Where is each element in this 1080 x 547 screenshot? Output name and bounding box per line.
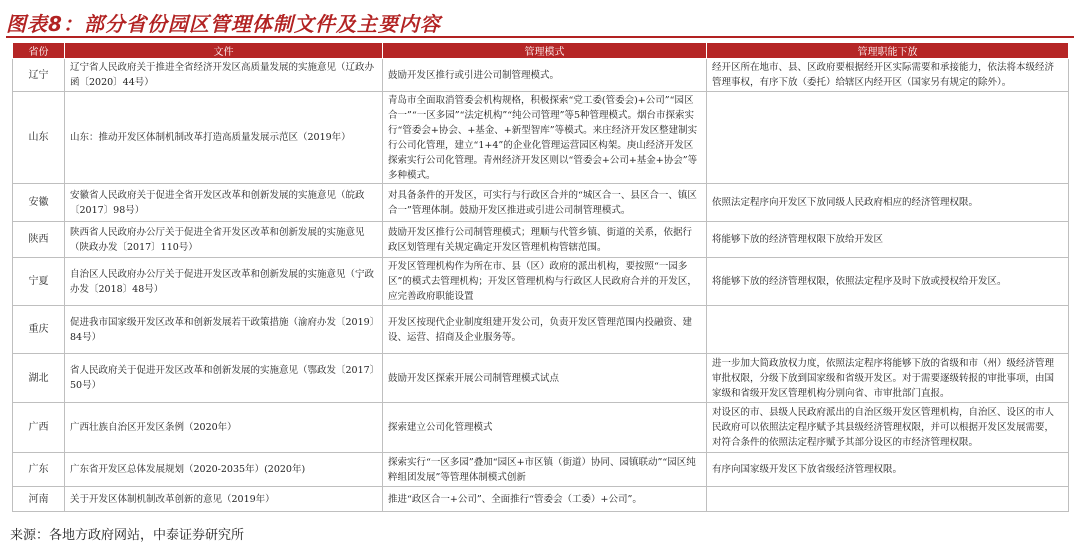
cell-document: 促进我市国家级开发区改革和创新发展若干政策措施（渝府办发〔2019〕84号） <box>65 306 383 354</box>
cell-document: 自治区人民政府办公厅关于促进开发区改革和创新发展的实施意见（宁政办发〔2018〕48号） <box>65 258 383 306</box>
table-row <box>13 306 1069 354</box>
cell-document: 辽宁省人民政府关于推进全省经济开发区高质量发展的实施意见（辽政办函〔2020〕44号） <box>65 59 383 92</box>
cell-mode: 探索实行“一区多园”叠加“园区+市区镇（街道）协同、园镇联动”“园区纯粹组团发展”等管理体制模式创新 <box>383 453 707 487</box>
table-row <box>13 487 1069 512</box>
header-power: 管理职能下放 <box>707 43 1069 59</box>
cell-power: 将能够下放的经济管理权限，依照法定程序及时下放或授权给开发区。 <box>707 258 1069 306</box>
cell-mode: 开发区管理机构作为所在市、县（区）政府的派出机构，要按照“一园多区”的模式去管理机构；开发区管理机构与行政区人民政府合并的开发区，应完善政府职能设置 <box>383 258 707 306</box>
header-document: 文件 <box>65 43 383 59</box>
cell-power: 进一步加大简政放权力度，依照法定程序将能够下放的省级和市（州）级经济管理审批权限，分级下放到国家级和省级开发区。对于需要逐级转报的审批事项，由国家级和省级开发区管理机构分别向省、市审批部门直报。 <box>707 354 1069 403</box>
table-row <box>13 403 1069 453</box>
cell-power: 对设区的市、县级人民政府派出的自治区级开发区管理机构，自治区、设区的市人民政府可以依照法定程序赋予其县级经济管理权限，并可以根据开发区发展需要，对符合条件的依照法定程序赋予其部分设区的市经济管理权限。 <box>707 403 1069 453</box>
header-mode: 管理模式 <box>383 43 707 59</box>
cell-province: 河南 <box>13 487 65 512</box>
cell-province: 广西 <box>13 403 65 453</box>
cell-mode: 鼓励开发区推行公司制管理模式；理顺与代管乡镇、街道的关系，依据行政区划管理有关规定确定开发区管理机构管辖范围。 <box>383 222 707 258</box>
cell-province: 陕西 <box>13 222 65 258</box>
table-row <box>13 354 1069 403</box>
policy-table <box>12 42 1069 512</box>
cell-province: 安徽 <box>13 184 65 222</box>
cell-mode: 推进“政区合一+公司”、全面推行“管委会（工委）+公司”。 <box>383 487 707 512</box>
cell-document: 陕西省人民政府办公厅关于促进全省开发区改革和创新发展的实施意见（陕政办发〔2017〕110号） <box>65 222 383 258</box>
cell-document: 广东省开发区总体发展规划（2020-2035年）(2020年) <box>65 453 383 487</box>
cell-province: 重庆 <box>13 306 65 354</box>
table-row <box>13 92 1069 184</box>
table-row <box>13 258 1069 306</box>
cell-power <box>707 92 1069 184</box>
cell-mode: 开发区按现代企业制度组建开发公司，负责开发区管理范围内投融资、建设、运营、招商及企业服务等。 <box>383 306 707 354</box>
cell-province: 山东 <box>13 92 65 184</box>
cell-province: 湖北 <box>13 354 65 403</box>
title-bar <box>6 6 1074 38</box>
cell-document: 省人民政府关于促进开发区改革和创新发展的实施意见（鄂政发〔2017〕50号） <box>65 354 383 403</box>
cell-mode: 对具备条件的开发区，可实行与行政区合并的“城区合一、县区合一、镇区合一”管理体制。鼓励开发区推进或引进公司制管理模式。 <box>383 184 707 222</box>
cell-province: 辽宁 <box>13 59 65 92</box>
cell-power: 依照法定程序向开发区下放同级人民政府相应的经济管理权限。 <box>707 184 1069 222</box>
cell-power: 有序向国家级开发区下放省级经济管理权限。 <box>707 453 1069 487</box>
table-row <box>13 59 1069 92</box>
header-province: 省份 <box>13 43 65 59</box>
cell-power <box>707 487 1069 512</box>
source-note: 来源：各地方政府网站，中泰证券研究所 <box>10 528 245 543</box>
cell-document: 山东：推动开发区体制机制改革打造高质量发展示范区（2019年） <box>65 92 383 184</box>
table-row <box>13 184 1069 222</box>
cell-power: 将能够下放的经济管理权限下放给开发区 <box>707 222 1069 258</box>
table-row <box>13 453 1069 487</box>
page-title: 图表8：部分省份园区管理体制文件及主要内容 <box>6 12 441 36</box>
cell-province: 宁夏 <box>13 258 65 306</box>
cell-document: 关于开发区体制机制改革创新的意见（2019年） <box>65 487 383 512</box>
cell-mode: 青岛市全面取消管委会机构规格，积极探索“党工委(管委会)+公司”“园区合一”“一区多园”“法定机构”“纯公司管理”等5种管理模式。烟台市探索实行“管委会+协会、+基金、+新型智库”等模式。来庄经济开发区整建制实行公司化管理，建立“1+4”的企业化管理运营园区构架。庚山经济开发区探索实行公司化管理。青州经济开发区则以“管委会+公司+基金+协会”等多种模式。 <box>383 92 707 184</box>
cell-mode: 鼓励开发区推行或引进公司制管理模式。 <box>383 59 707 92</box>
cell-document: 广西壮族自治区开发区条例（2020年） <box>65 403 383 453</box>
cell-province: 广东 <box>13 453 65 487</box>
cell-power <box>707 306 1069 354</box>
cell-document: 安徽省人民政府关于促进全省开发区改革和创新发展的实施意见（皖政〔2017〕98号） <box>65 184 383 222</box>
cell-mode: 鼓励开发区探索开展公司制管理模式试点 <box>383 354 707 403</box>
table-header-row <box>13 43 1069 59</box>
table-row <box>13 222 1069 258</box>
cell-mode: 探索建立公司化管理模式 <box>383 403 707 453</box>
cell-power: 经开区所在地市、县、区政府要根据经开区实际需要和承接能力，依法将本级经济管理事权，有序下放（委托）给辖区内经开区（国家另有规定的除外）。 <box>707 59 1069 92</box>
